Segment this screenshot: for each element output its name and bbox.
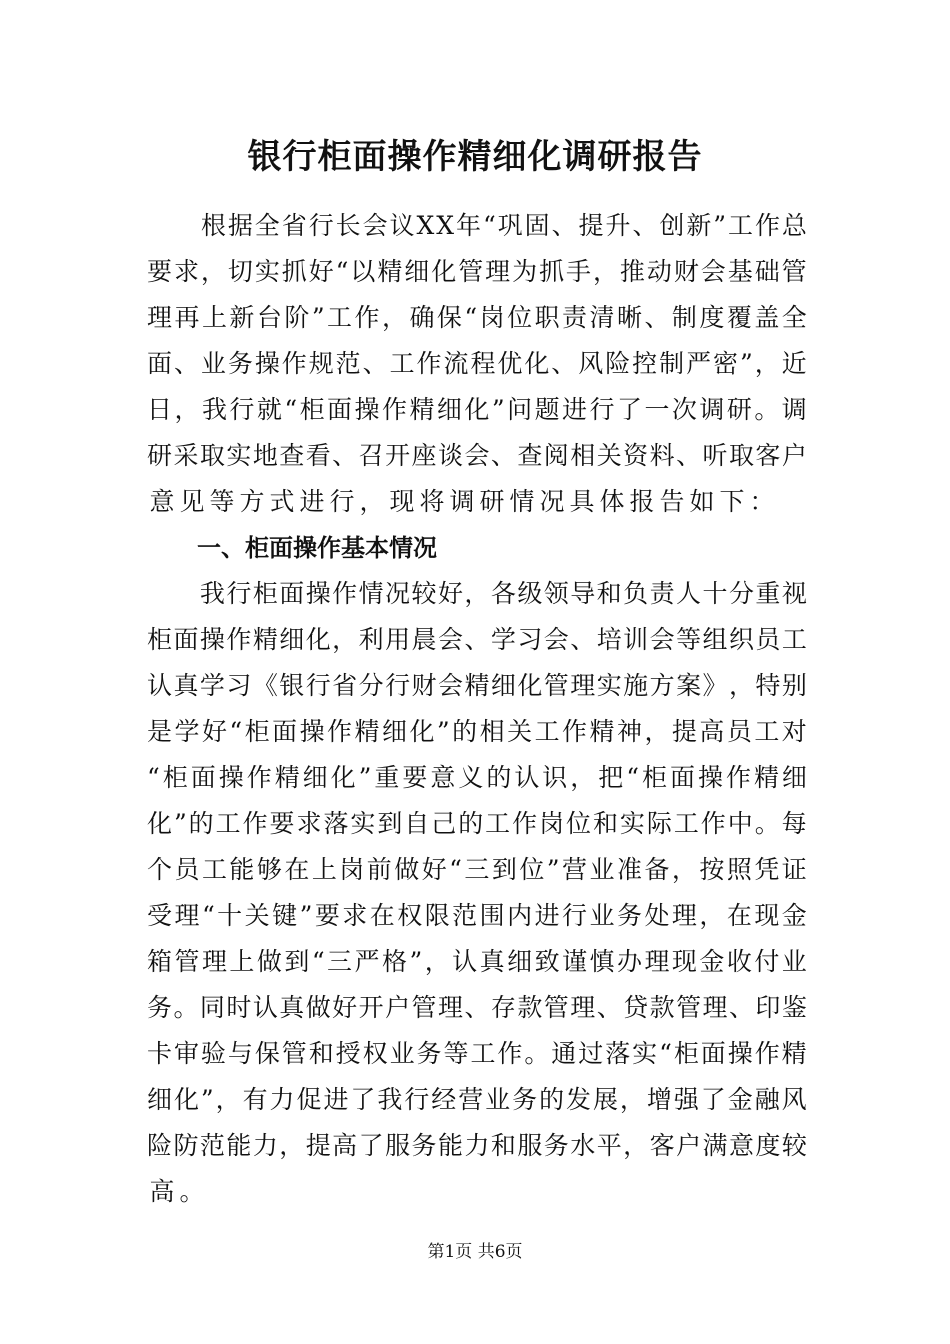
document-body (147, 203, 807, 1215)
paragraph-line: 柜 面 操 作 精 细 化 ， 利 用 晨 会 、 学 习 会 、 培 训 会 等 组 织 员 工 (147, 625, 807, 654)
paragraph-line: 理 再 上 新 台 阶 ” 工 作 ， 确 保 “ 岗 位 职 责 清 晰 、 制 度 覆 盖 全 (147, 303, 807, 332)
paragraph-line: 卡 审 验 与 保 管 和 授 权 业 务 等 工 作 。 通 过 落 实 “ 柜 面 操 作 精 (147, 1039, 807, 1068)
paragraph-line: 化 ” 的 工 作 要 求 落 实 到 自 己 的 工 作 岗 位 和 实 际 工 作 中 。 每 (147, 809, 807, 838)
paragraph-line: “ 柜 面 操 作 精 细 化 ” 重 要 意 义 的 认 识 ， 把 “ 柜 面 操 作 精 细 (147, 763, 807, 792)
document-title: 银行柜面操作精细化调研报告 (247, 137, 703, 177)
paragraph-line: 要 求 ， 切 实 抓 好 “ 以 精 细 化 管 理 为 抓 手 ， 推 动 财 会 基 础 管 (147, 257, 807, 286)
paragraph-line: 我 行 柜 面 操 作 情 况 较 好 ， 各 级 领 导 和 负 责 人 十 分 重 视 (199, 579, 807, 608)
section-heading: 一、柜面操作基本情况 (197, 534, 437, 562)
paragraph-line: 高 。 (149, 1177, 205, 1206)
paragraph-line: 险 防 范 能 力 ， 提 高 了 服 务 能 力 和 服 务 水 平 ， 客 户 满 意 度 较 (147, 1131, 807, 1160)
page-footer: 第1页 共6页 (427, 1242, 523, 1262)
paragraph-line: 受 理 “ 十 关 键 ” 要 求 在 权 限 范 围 内 进 行 业 务 处 理 ， 在 现 金 (147, 901, 807, 930)
paragraph-line: 根 据 全 省 行 长 会 议 X X 年 “ 巩 固 、 提 升 、 创 新 ” 工 作 总 (200, 211, 807, 240)
paragraph-line: 认 真 学 习 《 银 行 省 分 行 财 会 精 细 化 管 理 实 施 方 案 》 ， 特 别 (147, 671, 807, 700)
paragraph-line: 研 采 取 实 地 查 看 、 召 开 座 谈 会 、 查 阅 相 关 资 料 、 听 取 客 户 (147, 441, 807, 470)
paragraph-line: 日 ， 我 行 就 “ 柜 面 操 作 精 细 化 ” 问 题 进 行 了 一 次 调 研 。 调 (147, 395, 807, 424)
paragraph-line: 是 学 好 “ 柜 面 操 作 精 细 化 ” 的 相 关 工 作 精 神 ， 提 高 员 工 对 (147, 717, 807, 746)
paragraph-line: 务 。 同 时 认 真 做 好 开 户 管 理 、 存 款 管 理 、 贷 款 管 理 、 印 鉴 (147, 993, 807, 1022)
paragraph-line: 细 化 ” ， 有 力 促 进 了 我 行 经 营 业 务 的 发 展 ， 增 强 了 金 融 风 (147, 1085, 807, 1114)
paragraph-line: 面 、 业 务 操 作 规 范 、 工 作 流 程 优 化 、 风 险 控 制 严 密 ” ， 近 (147, 349, 807, 378)
paragraph-line: 意 见 等 方 式 进 行 ， 现 将 调 研 情 况 具 体 报 告 如 下 ： (149, 487, 775, 516)
paragraph-line: 个 员 工 能 够 在 上 岗 前 做 好 “ 三 到 位 ” 营 业 准 备 ， 按 照 凭 证 (147, 855, 807, 884)
paragraph-line: 箱 管 理 上 做 到 “ 三 严 格 ” ， 认 真 细 致 谨 慎 办 理 现 金 收 付 业 (147, 947, 807, 976)
